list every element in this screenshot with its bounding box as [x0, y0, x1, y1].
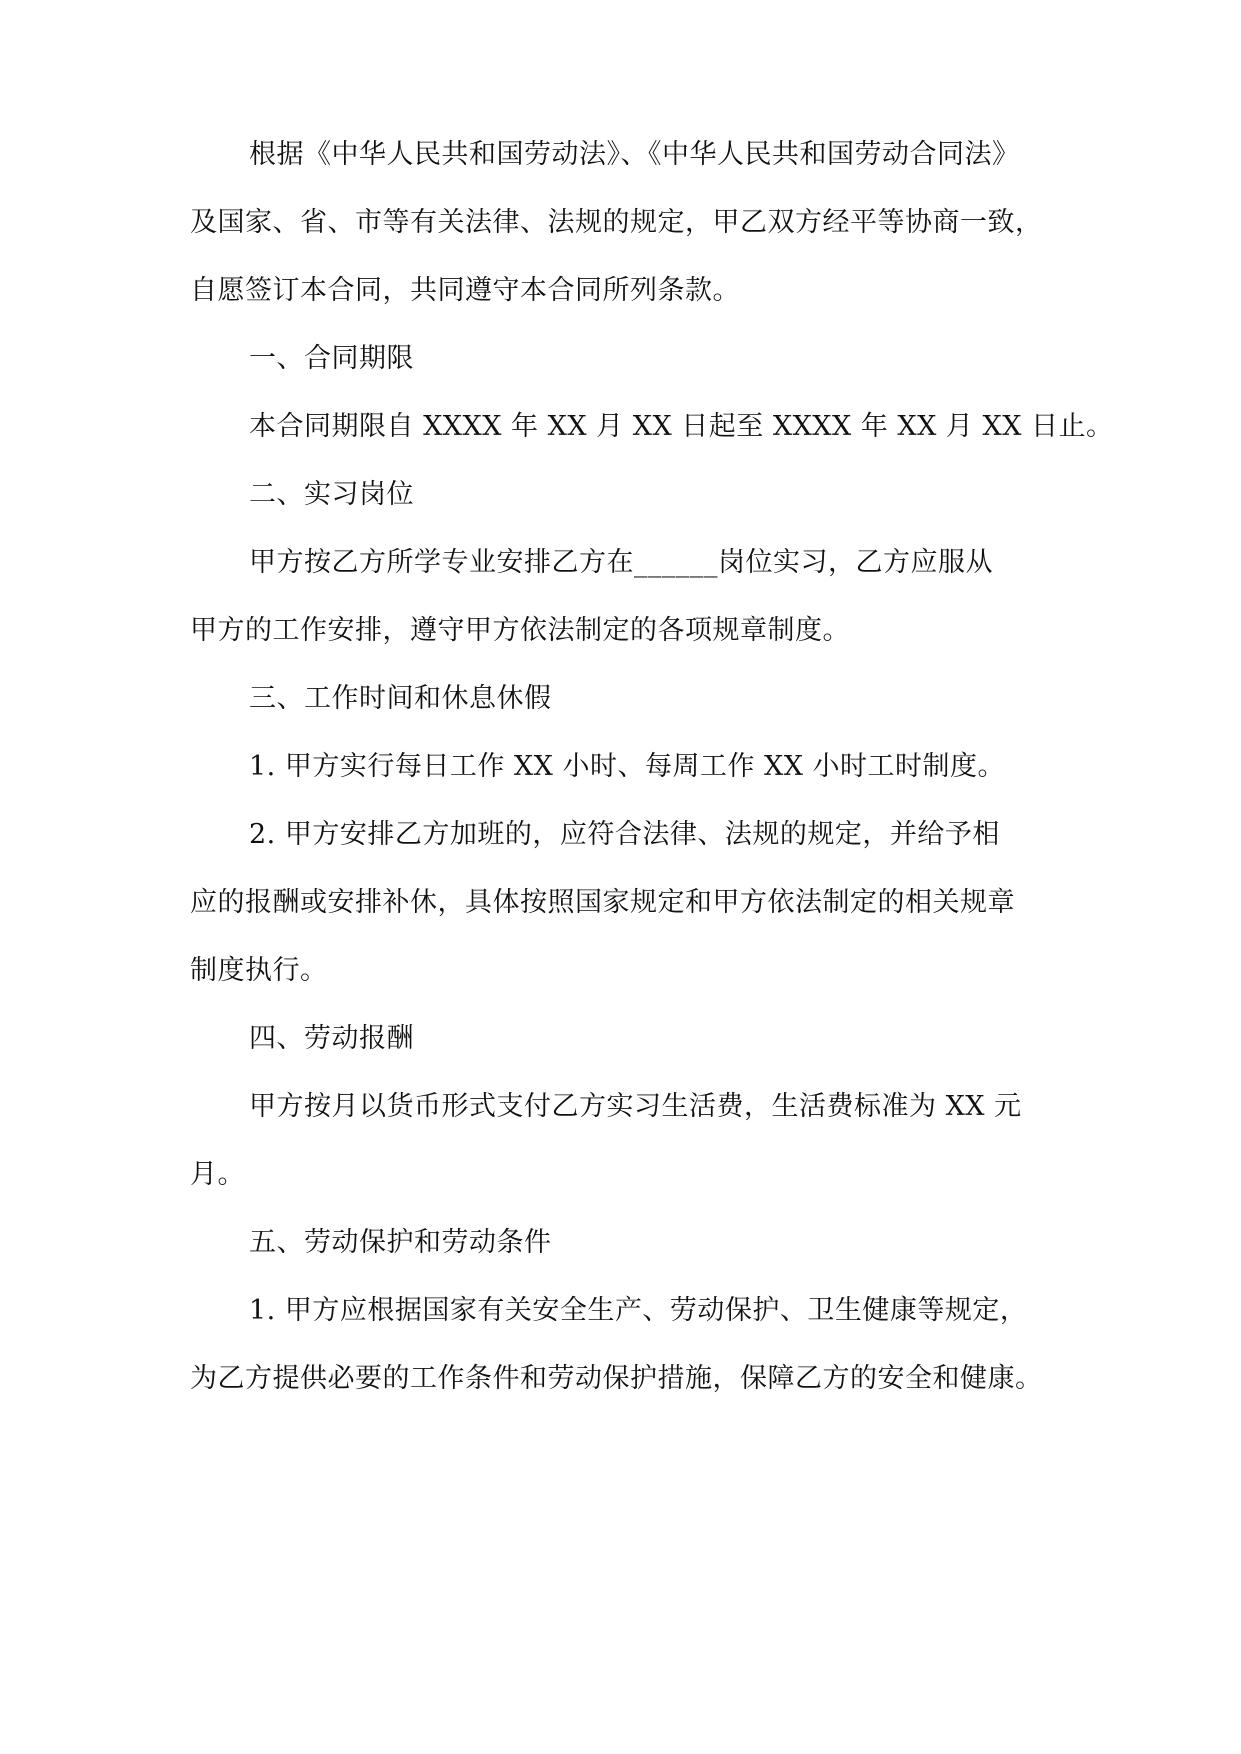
- paragraph-line: 制度执行。: [190, 955, 328, 986]
- section-heading: 三、工作时间和休息休假: [249, 683, 552, 714]
- section-heading: 一、合同期限: [249, 343, 414, 374]
- paragraph-line: 为乙方提供必要的工作条件和劳动保护措施，保障乙方的安全和健康。: [190, 1363, 1043, 1394]
- paragraph-line: 应的报酬或安排补休，具体按照国家规定和甲方依法制定的相关规章: [190, 887, 1015, 918]
- paragraph-line: 本合同期限自 XXXX 年 XX 月 XX 日起至 XXXX 年 XX 月 XX 日止。: [249, 411, 1114, 442]
- paragraph-line: 甲方按月以货币形式支付乙方实习生活费，生活费标准为 XX 元: [249, 1091, 1022, 1122]
- paragraph-line: 甲方的工作安排，遵守甲方依法制定的各项规章制度。: [190, 615, 850, 646]
- list-item: 1. 甲方实行每日工作 XX 小时、每周工作 XX 小时工时制度。: [249, 751, 1006, 782]
- list-item: 2. 甲方安排乙方加班的，应符合法律、法规的规定，并给予相: [249, 819, 1000, 850]
- section-heading: 四、劳动报酬: [249, 1023, 414, 1054]
- paragraph-line: 自愿签订本合同，共同遵守本合同所列条款。: [190, 275, 740, 306]
- section-heading: 二、实习岗位: [249, 479, 414, 510]
- paragraph-line: 甲方按乙方所学专业安排乙方在______岗位实习，乙方应服从: [249, 547, 993, 578]
- paragraph-line: 根据《中华人民共和国劳动法》、《中华人民共和国劳动合同法》: [249, 139, 1020, 170]
- list-item: 1. 甲方应根据国家有关安全生产、劳动保护、卫生健康等规定，: [249, 1295, 1028, 1326]
- section-heading: 五、劳动保护和劳动条件: [249, 1227, 552, 1258]
- paragraph-line: 月。: [190, 1159, 245, 1190]
- paragraph-line: 及国家、省、市等有关法律、法规的规定，甲乙双方经平等协商一致，: [190, 207, 1043, 238]
